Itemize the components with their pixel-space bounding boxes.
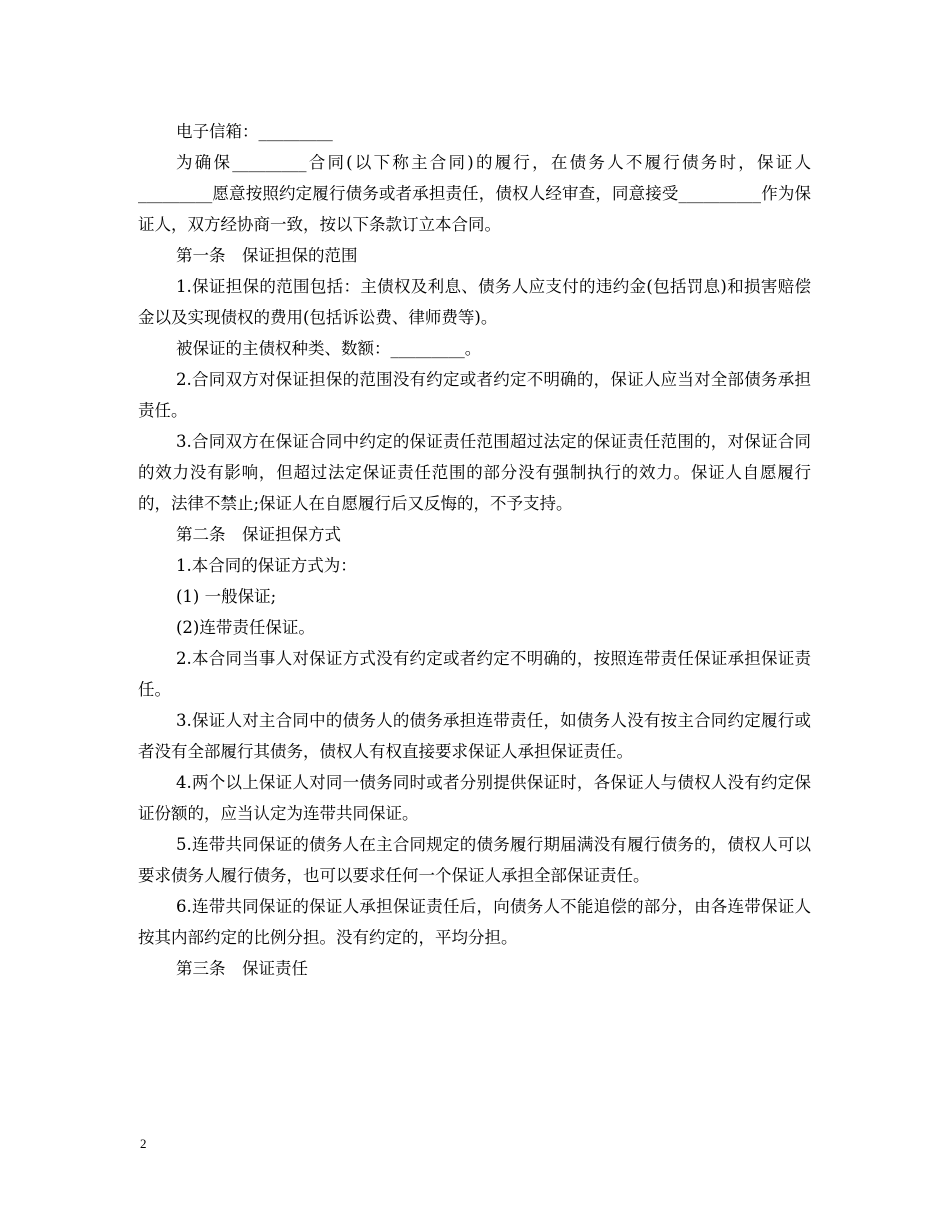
article-2-option-1: (1) 一般保证;	[176, 587, 277, 606]
article-1-debt-type-line: 被保证的主债权种类、数额：_________。	[176, 339, 482, 358]
page-number: 2	[140, 1136, 147, 1151]
article-3-heading: 第三条 保证责任	[176, 959, 308, 978]
article-2-clause-6: 6.连带共同保证的保证人承担保证责任后，向债务人不能追偿的部分，由各连带保证人按其内部约定的比例分担。没有约定的，平均分担。	[138, 897, 811, 947]
preamble-paragraph: 为确保_________合同(以下称主合同)的履行，在债务人不履行债务时，保证人_________愿意按照约定履行债务或者承担责任，债权人经审查，同意接受__________作为保证人，双方经协商一致，按以下条款订立本合同。	[138, 153, 811, 234]
article-2-heading: 第二条 保证担保方式	[176, 525, 341, 544]
article-1-heading: 第一条 保证担保的范围	[176, 246, 358, 265]
article-2-option-2: (2)连带责任保证。	[176, 618, 315, 637]
article-2-clause-2: 2.本合同当事人对保证方式没有约定或者约定不明确的，按照连带责任保证承担保证责任。	[138, 649, 811, 699]
document-body	[138, 116, 811, 984]
email-line: 电子信箱：_________	[176, 122, 333, 141]
article-2-clause-5: 5.连带共同保证的债务人在主合同规定的债务履行期届满没有履行债务的，债权人可以要求债务人履行债务，也可以要求任何一个保证人承担全部保证责任。	[138, 835, 811, 885]
article-1-clause-1: 1.保证担保的范围包括：主债权及利息、债务人应支付的违约金(包括罚息)和损害赔偿金以及实现债权的费用(包括诉讼费、律师费等)。	[138, 277, 811, 327]
article-2-clause-1: 1.本合同的保证方式为：	[176, 556, 357, 575]
article-1-clause-2: 2.合同双方对保证担保的范围没有约定或者约定不明确的，保证人应当对全部债务承担责任。	[138, 370, 811, 420]
article-2-clause-4: 4.两个以上保证人对同一债务同时或者分别提供保证时，各保证人与债权人没有约定保证份额的，应当认定为连带共同保证。	[138, 773, 811, 823]
article-1-clause-3: 3.合同双方在保证合同中约定的保证责任范围超过法定的保证责任范围的，对保证合同的效力没有影响，但超过法定保证责任范围的部分没有强制执行的效力。保证人自愿履行的，法律不禁止;保证人在自愿履行后又反悔的，不予支持。	[138, 432, 811, 513]
article-2-clause-3: 3.保证人对主合同中的债务人的债务承担连带责任，如债务人没有按主合同约定履行或者没有全部履行其债务，债权人有权直接要求保证人承担保证责任。	[138, 711, 811, 761]
